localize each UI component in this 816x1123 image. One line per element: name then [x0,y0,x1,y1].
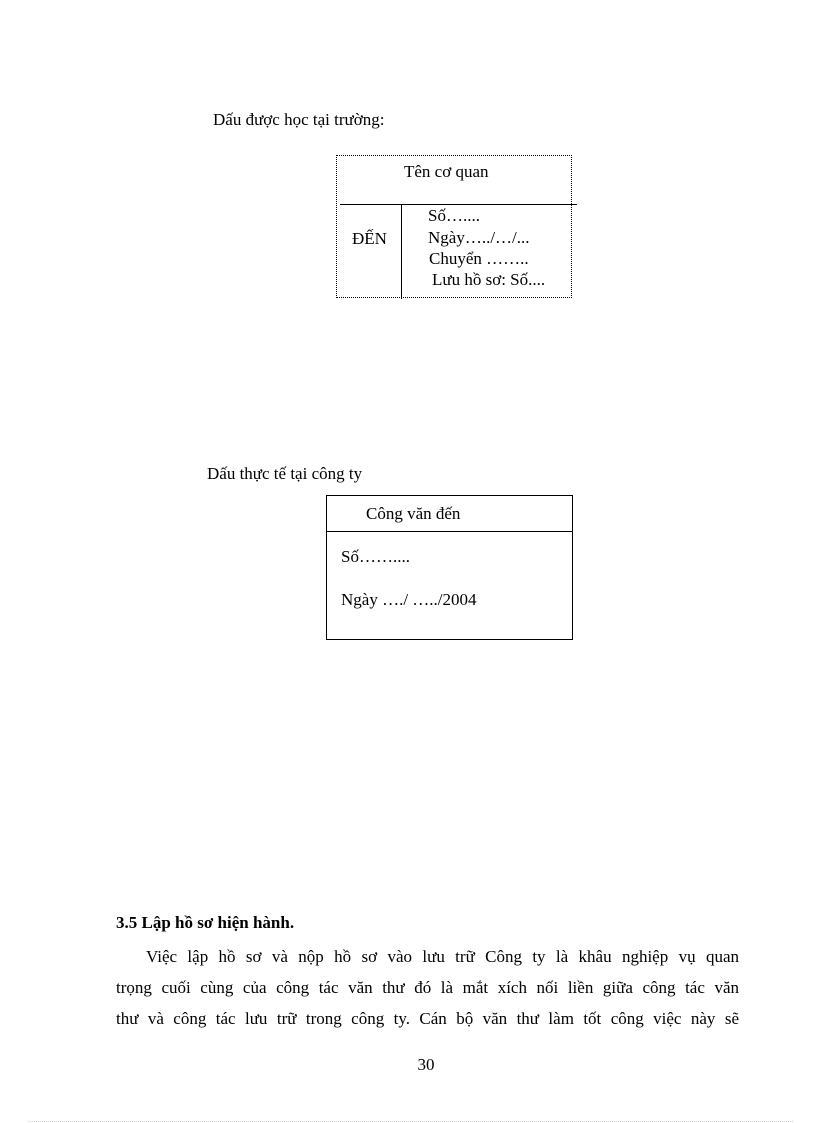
stamp-company-caption: Dấu thực tế tại công ty [207,464,363,483]
stamp-school-transfer: Chuyển …….. [429,249,529,268]
paragraph-line: trọng cuối cùng của công tác văn thư đó là mắt xích nối liền giữa công tác văn [116,978,739,997]
stamp-school-received-label: ĐẾN [352,229,387,248]
stamp-company-title: Công văn đến [366,504,461,523]
stamp-company-date: Ngày …./ …../2004 [341,590,477,609]
stamp-school-caption: Dấu được học tại trường: [213,110,385,129]
stamp-school-agency: Tên cơ quan [404,162,489,181]
stamp-company-number: Số…….... [341,547,410,566]
stamp-school-archive: Lưu hồ sơ: Số.... [432,270,546,289]
page-number: 30 [417,1055,435,1074]
stamp-school-number: Số….... [428,206,480,225]
stamp-school-date: Ngày…../…/... [428,228,530,247]
paragraph-line: thư và công tác lưu trữ trong công ty. Cán bộ văn thư làm tốt công việc này sẽ [116,1009,739,1028]
stamp-school-column-divider [401,204,402,299]
paragraph-line: Việc lập hồ sơ và nộp hồ sơ vào lưu trữ Công ty là khâu nghiệp vụ quan [146,947,739,966]
section-paragraph [116,941,739,1034]
footer-rule [28,1121,793,1122]
section-heading: 3.5 Lập hồ sơ hiện hành. [116,913,295,932]
stamp-company-divider [326,531,573,532]
